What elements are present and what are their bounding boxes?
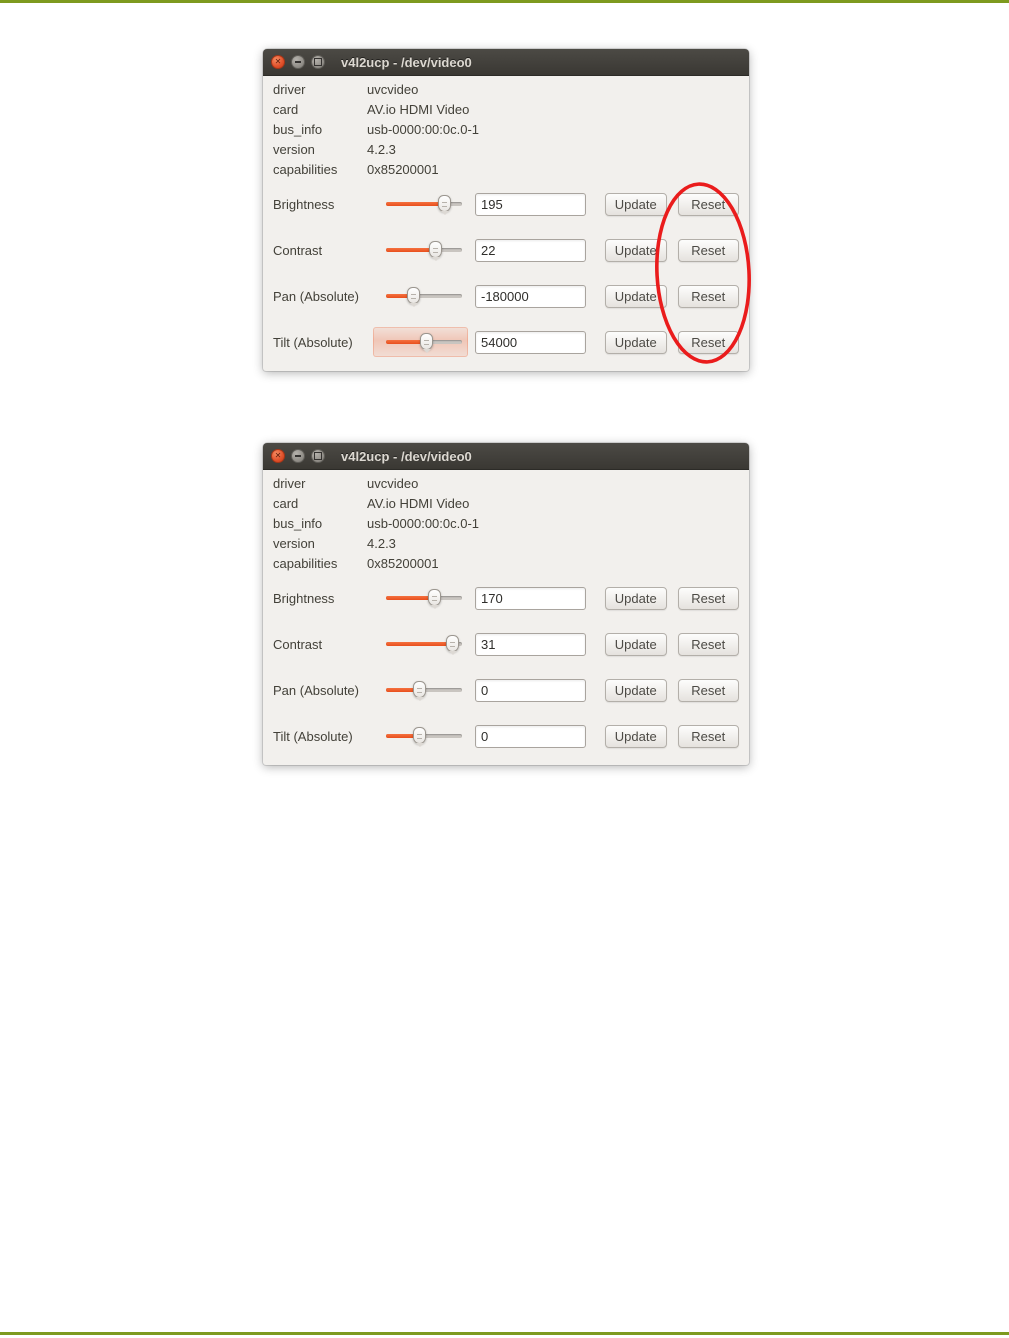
update-button[interactable]: Update bbox=[605, 331, 667, 354]
info-value: AV.io HDMI Video bbox=[367, 102, 470, 117]
control-label: Tilt (Absolute) bbox=[273, 728, 353, 744]
reset-button[interactable]: Reset bbox=[678, 239, 740, 262]
slider-wrap bbox=[373, 721, 468, 751]
close-icon[interactable] bbox=[271, 449, 285, 463]
reset-button[interactable]: Reset bbox=[678, 679, 740, 702]
update-button[interactable]: Update bbox=[605, 679, 667, 702]
slider-handle[interactable] bbox=[407, 287, 420, 304]
reset-button[interactable]: Reset bbox=[678, 193, 740, 216]
control-label: Pan (Absolute) bbox=[273, 288, 359, 304]
window-title: v4l2ucp - /dev/video0 bbox=[341, 448, 472, 464]
info-label: bus_info bbox=[273, 122, 323, 137]
update-button[interactable]: Update bbox=[605, 587, 667, 610]
contrast-slider[interactable] bbox=[386, 635, 462, 653]
control-label: Brightness bbox=[273, 590, 335, 606]
control-row-pan bbox=[273, 675, 739, 705]
info-value: usb-0000:00:0c.0-1 bbox=[367, 516, 480, 531]
minimize-icon[interactable] bbox=[291, 449, 305, 463]
contrast-value-input[interactable] bbox=[475, 239, 586, 262]
slider-handle[interactable] bbox=[413, 681, 426, 698]
info-value: uvcvideo bbox=[367, 82, 419, 97]
info-label: version bbox=[273, 536, 315, 551]
slider-handle[interactable] bbox=[420, 333, 433, 350]
update-button[interactable]: Update bbox=[605, 725, 667, 748]
info-value: 0x85200001 bbox=[367, 162, 439, 177]
reset-button[interactable]: Reset bbox=[678, 633, 740, 656]
page-top-rule bbox=[0, 0, 1009, 3]
reset-button[interactable]: Reset bbox=[678, 725, 740, 748]
info-value: usb-0000:00:0c.0-1 bbox=[367, 122, 480, 137]
update-button[interactable]: Update bbox=[605, 239, 667, 262]
v4l2ucp-window-2 bbox=[263, 443, 749, 765]
brightness-value-input[interactable] bbox=[475, 587, 586, 610]
controls-list bbox=[273, 189, 739, 357]
slider-handle[interactable] bbox=[413, 727, 426, 744]
pan-slider[interactable] bbox=[386, 287, 462, 305]
info-label: capabilities bbox=[273, 556, 338, 571]
device-info bbox=[273, 80, 739, 180]
slider-handle[interactable] bbox=[438, 195, 451, 212]
window-title: v4l2ucp - /dev/video0 bbox=[341, 54, 472, 70]
tilt-value-input[interactable] bbox=[475, 725, 586, 748]
v4l2ucp-window-1 bbox=[263, 49, 749, 371]
control-row-pan bbox=[273, 281, 739, 311]
slider-handle[interactable] bbox=[429, 241, 442, 258]
window-body bbox=[263, 76, 749, 371]
tilt-value-input[interactable] bbox=[475, 331, 586, 354]
control-row-brightness bbox=[273, 583, 739, 613]
maximize-icon[interactable] bbox=[311, 449, 325, 463]
info-label: capabilities bbox=[273, 162, 338, 177]
info-value: 4.2.3 bbox=[367, 536, 396, 551]
slider-handle[interactable] bbox=[446, 635, 459, 652]
info-label: driver bbox=[273, 476, 306, 491]
update-button[interactable]: Update bbox=[605, 193, 667, 216]
control-label: Tilt (Absolute) bbox=[273, 334, 353, 350]
slider-wrap bbox=[373, 189, 468, 219]
control-label: Contrast bbox=[273, 242, 323, 258]
close-icon[interactable] bbox=[271, 55, 285, 69]
info-label: driver bbox=[273, 82, 306, 97]
brightness-slider[interactable] bbox=[386, 589, 462, 607]
info-label: card bbox=[273, 496, 299, 511]
brightness-value-input[interactable] bbox=[475, 193, 586, 216]
reset-button[interactable]: Reset bbox=[678, 331, 740, 354]
update-button[interactable]: Update bbox=[605, 633, 667, 656]
info-label: bus_info bbox=[273, 516, 323, 531]
control-row-tilt bbox=[273, 327, 739, 357]
slider-wrap bbox=[373, 583, 468, 613]
control-row-tilt bbox=[273, 721, 739, 751]
info-value: uvcvideo bbox=[367, 476, 419, 491]
device-info bbox=[273, 474, 739, 574]
info-value: 0x85200001 bbox=[367, 556, 439, 571]
info-value: AV.io HDMI Video bbox=[367, 496, 470, 511]
slider-handle[interactable] bbox=[428, 589, 441, 606]
info-value: 4.2.3 bbox=[367, 142, 396, 157]
tilt-slider[interactable] bbox=[386, 333, 462, 351]
brightness-slider[interactable] bbox=[386, 195, 462, 213]
slider-wrap bbox=[373, 629, 468, 659]
tilt-slider[interactable] bbox=[386, 727, 462, 745]
slider-wrap bbox=[373, 235, 468, 265]
slider-wrap bbox=[373, 327, 468, 357]
contrast-slider[interactable] bbox=[386, 241, 462, 259]
contrast-value-input[interactable] bbox=[475, 633, 586, 656]
maximize-icon[interactable] bbox=[311, 55, 325, 69]
reset-button[interactable]: Reset bbox=[678, 587, 740, 610]
reset-button[interactable]: Reset bbox=[678, 285, 740, 308]
info-label: card bbox=[273, 102, 299, 117]
info-label: version bbox=[273, 142, 315, 157]
control-label: Pan (Absolute) bbox=[273, 682, 359, 698]
control-label: Contrast bbox=[273, 636, 323, 652]
minimize-icon[interactable] bbox=[291, 55, 305, 69]
titlebar[interactable] bbox=[263, 49, 749, 76]
control-row-contrast bbox=[273, 629, 739, 659]
pan-slider[interactable] bbox=[386, 681, 462, 699]
pan-value-input[interactable] bbox=[475, 285, 586, 308]
slider-wrap bbox=[373, 281, 468, 311]
page-bottom-rule bbox=[0, 1332, 1009, 1335]
control-label: Brightness bbox=[273, 196, 335, 212]
window-body bbox=[263, 470, 749, 765]
control-row-contrast bbox=[273, 235, 739, 265]
control-row-brightness bbox=[273, 189, 739, 219]
pan-value-input[interactable] bbox=[475, 679, 586, 702]
controls-list bbox=[273, 583, 739, 751]
slider-wrap bbox=[373, 675, 468, 705]
titlebar[interactable] bbox=[263, 443, 749, 470]
update-button[interactable]: Update bbox=[605, 285, 667, 308]
